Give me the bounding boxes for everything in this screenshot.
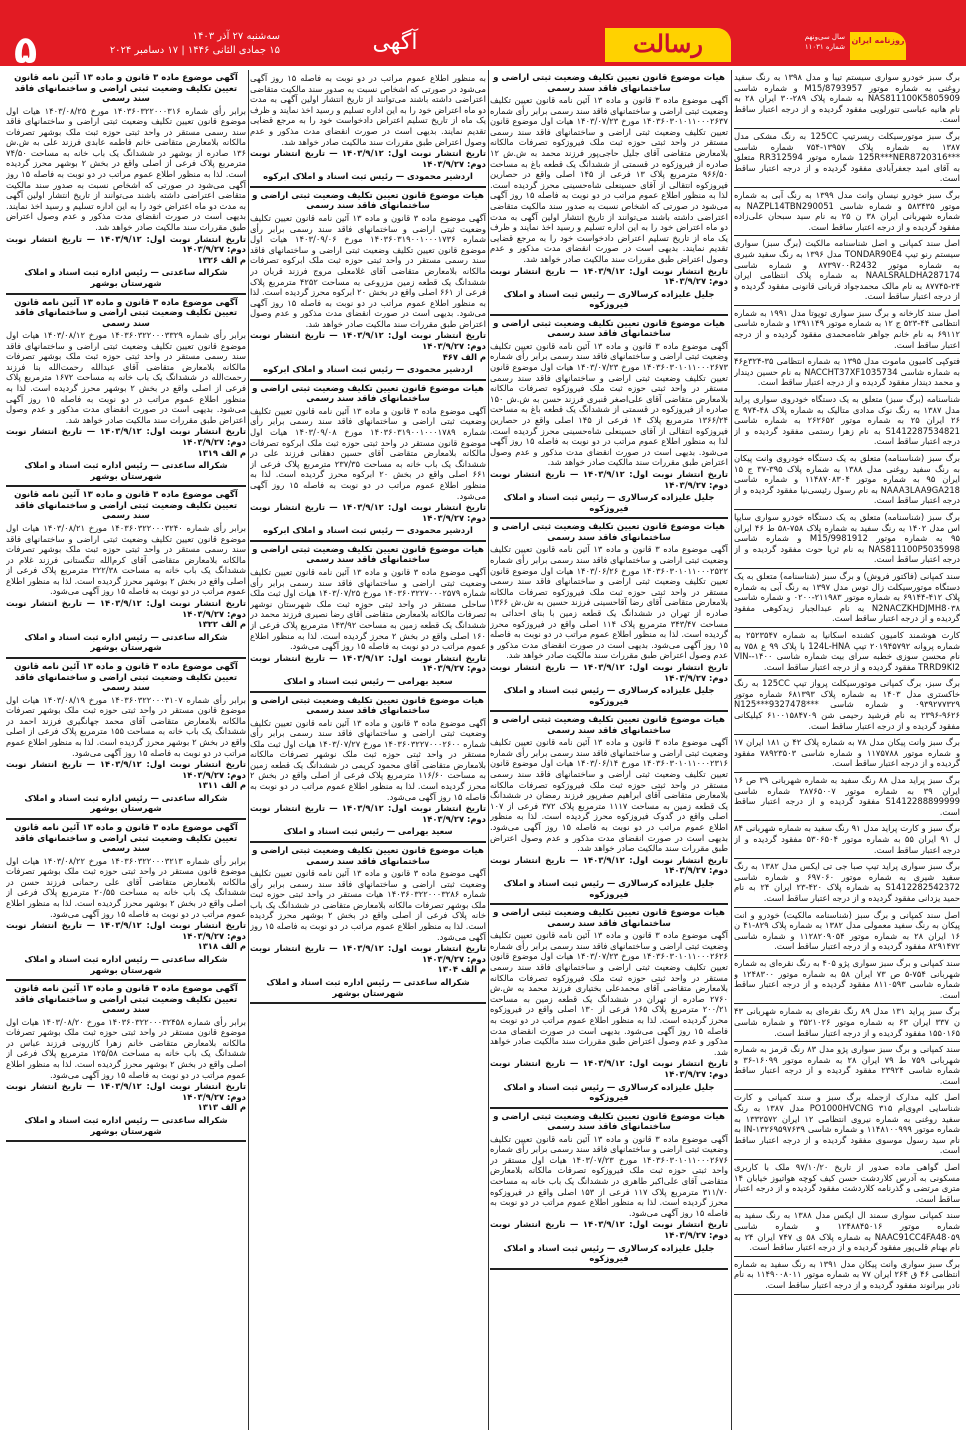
registry-ad xyxy=(250,542,486,693)
ad-signature: جلیل علیزاده کرسالاری — رئیس ثبت اسناد و املاک فیروزکوه xyxy=(503,492,715,513)
ad-publish-dates: تاریخ انتشار نوبت اول: ۱۴۰۳/۹/۱۲ — تاریخ انتشار نوبت دوم: ۱۴۰۳/۹/۲۷ xyxy=(6,920,246,941)
column-ads-bushehr xyxy=(6,70,246,1430)
lost-document-notice: سند کمپانی سواری سمند ال ایکس مدل ۱۳۸۸ به رنگ سفید به شماره موتور ۱۲۴۸۸۴۵۰۱۶ و شماره شاسی NAAC91CC4FA48۰۵۹ به شماره پلاک ۵۸ ی ۷۴۷ ایران ۲۴ به نام بهنام قلی‌پور مفقود گردیده و از درجه اعتبار ساقط است. xyxy=(734,1208,960,1256)
ad-signature: شکراله ساعدتی — رئیس اداره ثبت اسناد و املاک شهرستان بوشهر xyxy=(24,267,228,288)
issue-line: شماره ۱۱۰۳۱ xyxy=(804,43,845,51)
registry-ad xyxy=(6,981,246,1142)
ad-title: هیات موضوع قانون تعیین تکلیف وضعیت ثبتی اراضی و ساختمانهای فاقد سند رسمی xyxy=(493,1111,725,1133)
ad-body: به منظور اطلاع عموم مراتب در دو نوبت به فاصله ۱۵ روز آگهی می‌شود در صورتی که اشخاص نسبت به صدور سند مالکیت متقاضی اعتراضی داشته باشند می‌توانند از تاریخ انتشار اولین آگهی به مدت دو ماه اعتراض خود را به این اداره تسلیم و رسید اخذ نمایند و ظرف یک ماه از تاریخ تسلیم اعتراض دادخواست خود را به مرجع قضایی تقدیم نمایند. بدیهی است در صورت انقضای مدت مذکور و عدم وصول اعتراض طبق مقررات سند مالکیت صادر خواهد شد. xyxy=(250,73,486,147)
ad-title: آگهی موضوع ماده ۳ قانون و ماده ۱۳ آئین نامه قانون تعیین تکلیف وضعیت ثبتی اراضی و ساختمانهای فاقد سند رسمی xyxy=(14,297,238,329)
brand-text: روزنامه ایران xyxy=(851,36,905,45)
column-divider xyxy=(488,70,489,1430)
lost-document-notice: اصل گواهی ماده صدور از تاریخ ۹۷/۱۰/۲۰ ملک با کاربری مسکونی به آدرس کلاردشت حسن کیف کوچه هواتیوز خیابان ۱۴ متری مرتضی و گذرنامه کلاردشت مفقود گردیده و از درجه اعتبار ساقط است. xyxy=(734,1160,960,1208)
ad-body: آگهی موضوع ماده ۳ قانون و ماده ۱۳ آئین نامه قانون تعیین تکلیف وضعیت ثبتی اراضی و ساختمانهای فاقد سند رسمی برابر رأی شماره ۱۴۰۳۶۰۳۰۱۰۱۱۰۰۰۲۳۱۶ مورخ ۱۴۰۳/۰۶/۱۴ هیات اول موضوع قانون تعیین تکلیف وضعیت ثبتی اراضی و ساختمانهای فاقد سند رسمی مستقر در واحد ثبتی حوزه ثبت ملک فیروزکوه تصرفات مالکانه بلامعارض متقاضی آقای ابراهیم صفرپور فرزند رمضان در ششدانگ یک قطعه زمین به مساحت ۱۱۱۷ مترمربع پلاک ۳۷۲ فرعی از ۱۰۷ اصلی واقع در گدوک فیروزکوه محرز گردیده است. لذا به منظور اطلاع عموم مراتب در دو نوبت به فاصله ۱۵ روز آگهی می‌شود. بدیهی است در صورت انقضای مدت مذکور و عدم وصول اعتراض طبق مقررات سند مالکیت صادر خواهد شد. xyxy=(490,737,728,854)
ad-reference: م الف ۱۳۲۲ xyxy=(197,619,246,630)
ad-body: آگهی موضوع ماده ۳ قانون و ماده ۱۳ آئین نامه قانون تعیین تکلیف وضعیت ثبتی اراضی و ساختمانهای فاقد سند رسمی برابر رأی شماره ۱۴۰۳۶۰۳۰۱۰۱۱۰۰۰۲۶۷۳ مورخ ۱۴۰۳/۰۷/۲۳ هیات اول موضوع قانون تعیین تکلیف وضعیت ثبتی اراضی و ساختمانهای فاقد سند رسمی مستقر در واحد ثبتی حوزه ثبت ملک فیروزکوه تصرفات مالکانه بلامعارض متقاضی آقای علی‌اصغر قنبری فرزند حسن به ش.ش ۱۵۰ صادره از فیروزکوه در قسمتی از ششدانگ یک قطعه باغ به مساحت ۱۳۶۶/۲۴ مترمربع پلاک ۱۴ فرعی از ۱۴۵ اصلی واقع در حصارین فیروزکوه انتقالی از آقای حسینعلی شاه‌حسینی محرز گردیده است. لذا به منظور اطلاع عموم مراتب در دو نوبت به فاصله ۱۵ روز آگهی می‌شود. بدیهی است در صورت انقضای مدت مذکور و عدم وصول اعتراض طبق مقررات سند مالکیت صادر خواهد شد. xyxy=(490,340,728,468)
ad-publish-dates: تاریخ انتشار نوبت اول: ۱۴۰۳/۹/۱۲ — تاریخ انتشار نوبت دوم: ۱۴۰۳/۹/۲۷ xyxy=(250,803,486,824)
ad-title: هیات موضوع قانون تعیین تکلیف وضعیت ثبتی اراضی و ساختمانهای فاقد سند رسمی xyxy=(252,846,484,867)
lost-document-notice: برگ سبز سواری وانت پیکان مدل ۱۳۹۱ به رنگ سفید به شماره انتظامی ۴۶ ق ۲۶۴ ایران ۷۷ به شماره موتور ۱۱۴۹۰۰۸۰۱۱ به نام نادر بیرانوند مفقود گردیده و از درجه اعتبار ساقط است. xyxy=(734,1257,960,1295)
ad-title: هیات موضوع قانون تعیین تکلیف وضعیت ثبتی اراضی و ساختمانهای فاقد سند رسمی xyxy=(252,383,484,405)
page-header xyxy=(0,0,966,72)
ad-title: آگهی موضوع ماده ۳ قانون و ماده ۱۳ آئین نامه قانون تعیین تکلیف وضعیت ثبتی اراضی و ساختمانهای فاقد سند رسمی xyxy=(14,662,238,694)
date-persian: سه‌شنبه ۲۷ آذر ۱۴۰۳ xyxy=(192,31,280,42)
ad-title: آگهی موضوع ماده ۳ قانون و ماده ۱۳ آئین نامه قانون تعیین تکلیف وضعیت ثبتی اراضی و ساختمانهای فاقد سند رسمی xyxy=(14,73,238,104)
newspaper-logo: رسالت xyxy=(633,29,703,58)
ad-title: هیات موضوع قانون تعیین تکلیف وضعیت ثبتی اراضی و ساختمانهای فاقد سند رسمی xyxy=(252,190,484,212)
column-divider xyxy=(731,70,732,1430)
ad-title: هیات موضوع قانون تعیین تکلیف وضعیت ثبتی اراضی و ساختمانهای فاقد سند رسمی xyxy=(493,318,725,340)
ad-signature: جلیل علیزاده کرسالاری — رئیس ثبت اسناد و املاک فیروزکوه xyxy=(503,1081,715,1103)
ad-signature: اردشیر محمودی — رئیس ثبت اسناد و املاک ابرکوه xyxy=(263,171,473,182)
ad-reference: م الف ۴۶۷ xyxy=(442,351,486,362)
registry-ad xyxy=(490,70,728,316)
registry-ad xyxy=(6,295,246,488)
ad-reference: م الف ۱۳۱۹ xyxy=(197,447,246,458)
ad-body: آگهی موضوع ماده ۳ قانون و ماده ۱۳ آئین نامه قانون تعیین تکلیف وضعیت ثبتی اراضی و ساختمانهای فاقد سند رسمی برابر رأی شماره ۱۴۰۳۶۰۳۱۹۰۰۱۰۰۰۱۷۸۹ مورخ ۱۴۰۳/۰۹/۰۸ هیات اول موضوع قانون مستقر در واحد ثبتی حوزه ثبت ملک ابرکوه تصرفات مالکانه بلامعارض متقاضی آقای حسین دهقانی فرزند علی در ششدانگ یک باب خانه به مساحت ۲۳۷/۳۵ مترمربع پلاک فرعی از ۶۶۱ اصلی واقع در بخش ۲۰ ابرکوه محرز گردیده است. لذا به منظور اطلاع عموم مراتب در دو نوبت به فاصله ۱۵ روز آگهی می‌شود. xyxy=(250,405,486,501)
ad-body: آگهی موضوع ماده ۳ قانون و ماده ۱۳ آئین نامه قانون تعیین تکلیف وضعیت ثبتی اراضی و ساختمانهای فاقد سند رسمی برابر رأی شماره ۱۴۰۳۶۰۳۲۲۷۰۰۰۲۶۰۰ مورخ ۱۴۰۳/۰۷/۲۷ هیات اول ثبت ملک مستقر در واحد ثبتی حوزه ثبت ملک نوشهر تصرفات مالکانه بلامعارض متقاضی آقای محمود کریمی در ششدانگ یک قطعه زمین به مساحت ۱۱۶/۶۰ مترمربع پلاک فرعی از اصلی واقع در بخش ۲ محرز گردیده است. لذا به منظور اطلاع عموم مراتب در دو نوبت به فاصله ۱۵ روز آگهی می‌شود. xyxy=(250,717,486,802)
registry-ad xyxy=(6,659,246,820)
registry-ad xyxy=(6,820,246,981)
ad-body: برابر رأی شماره ۱۴۰۳۶۰۳۲۲۰۰۰۳۱۶ مورخ ۱۴۰۳/۰۸/۲۵ هیات اول موضوع قانون تعیین تکلیف وضعیت ثبتی اراضی و ساختمانهای فاقد سند رسمی مستقر در واحد ثبتی حوزه ثبت ملک بوشهر تصرفات مالکانه بلامعارض متقاضی خانم فاطمه عابدی فرزند علی به ش.ش ۱۳۶ صادره از بوشهر در ششدانگ یک باب خانه به مساحت ۷۴/۵۰ مترمربع پلاک فرعی از اصلی واقع در بخش ۲ بوشهر محرز گردیده است. لذا به منظور اطلاع عموم مراتب در دو نوبت به فاصله ۱۵ روز آگهی می‌شود در صورتی که اشخاص نسبت به صدور سند مالکیت متقاضی اعتراضی داشته باشند می‌توانند از تاریخ انتشار اولین آگهی به مدت دو ماه اعتراض خود را به این اداره تسلیم و رسید اخذ نمایند. بدیهی است در صورت انقضای مدت مذکور و عدم وصول اعتراض طبق مقررات سند مالکیت صادر خواهد شد. xyxy=(6,105,246,233)
ad-body: آگهی موضوع ماده ۳ قانون و ماده ۱۳ آئین نامه قانون تعیین تکلیف وضعیت ثبتی اراضی و ساختمانهای فاقد سند رسمی برابر رأی شماره ۱۴۰۳۶۰۳۱۹۰۰۱۰۰۰۱۷۳۶ مورخ ۱۴۰۳/۰۹/۰۶ هیات اول موضوع قانون تعیین تکلیف وضعیت ثبتی اراضی و ساختمانهای فاقد سند رسمی مستقر در واحد ثبتی حوزه ثبت ملک ابرکوه تصرفات مالکانه بلامعارض متقاضی آقای غلامعلی مروج فرزند قربان در ششدانگ یک قطعه زمین مزروعی به مساحت ۴۲۵۲ مترمربع پلاک فرعی از ۶۶۱ اصلی واقع در بخش ۲۰ ابرکوه محرز گردیده است. لذا به منظور اطلاع عموم مراتب در دو نوبت به فاصله ۱۵ روز آگهی می‌شود. بدیهی است در صورت انقضای مدت مذکور و عدم وصول اعتراض طبق مقررات سند مالکیت صادر خواهد شد. xyxy=(250,212,486,329)
ad-body: آگهی موضوع ماده ۳ قانون و ماده ۱۳ آئین نامه قانون تعیین تکلیف وضعیت ثبتی اراضی و ساختمانهای فاقد سند رسمی برابر رأی شماره ۱۴۰۳۶۰۳۰۱۰۱۱۰۰۰۲۶۲۶ مورخ ۱۴۰۳/۰۷/۲۳ هیات اول موضوع قانون تعیین تکلیف وضعیت ثبتی اراضی و ساختمانهای فاقد سند رسمی مستقر در واحد ثبتی حوزه ثبت ملک فیروزکوه تصرفات مالکانه بلامعارض متقاضی آقای محمدعلی بختیاری فرزند محمد به ش.ش ۲۷۶۰ صادره از تهران در ششدانگ یک قطعه زمین به مساحت ۲۰۰/۲۱ مترمربع پلاک ۱۶۵ فرعی از ۱۳۰ اصلی واقع در فیروزکوه محرز گردیده است. لذا به منظور اطلاع عموم مراتب در دو نوبت به فاصله ۱۵ روز آگهی می‌شود. بدیهی است در صورت انقضای مدت مذکور و عدم وصول اعتراض طبق مقررات سند مالکیت صادر خواهد شد. xyxy=(490,930,728,1057)
ad-signature: جلیل علیزاده کرسالاری — رئیس ثبت اسناد و املاک فیروزکوه xyxy=(503,685,715,706)
lost-document-notice: اصل سند کارخانه و برگ سبز سواری تویوتا مدل ۱۹۹۱ به شماره انتظامی ۴۴-۵۲۳ ج ۱۲ به شماره موتور ۱۳۹۱۱۴۹ و شماره شاسی ۶۹۱۱۲ به نام خانم جواهر شاه‌محمدی مفقود گردیده و از درجه اعتبار ساقط است. xyxy=(734,306,960,354)
ad-publish-dates: تاریخ انتشار نوبت اول: ۱۴۰۳/۹/۱۲ — تاریخ انتشار نوبت دوم: ۱۴۰۳/۹/۲۷ xyxy=(490,265,728,287)
registry-ad xyxy=(250,693,486,844)
ad-signature: جلیل علیزاده کرسالاری — رئیس ثبت اسناد و املاک فیروزکوه xyxy=(503,288,715,310)
lost-document-notice: برگ سبز پراید مدل ۸۸ رنگ سفید به شماره شهربانی ۳۹ ص ۱۶ ایران ۳۹ به شماره موتور ۲۸۷۶۵۰۰۷ شماره شاسی S1412288899999 مفقود گردیده و از درجه اعتبار ساقط است. xyxy=(734,773,960,821)
registry-ad xyxy=(250,381,486,542)
ad-signature: جلیل علیزاده کرسالاری — رئیس ثبت اسناد و املاک فیروزکوه xyxy=(503,1242,715,1264)
lost-document-notice: برگ سبز و کارت پراید مدل ۹۱ رنگ سفید به شماره شهربانی ۸۴ ل ۹۱ ایران ۵۵ به شماره موتور ۵۳۰۶۵۰۴ مفقود گردیده و از درجه اعتبار ساقط است. xyxy=(734,821,960,859)
lost-document-notice: اصل کلیه مدارک ازجمله برگ سبز و سند کمپانی و کارت شناسایی ام‌وی‌ام ۳۱۵ PO1000HVCNG مدل ۱۳۸۷ به رنگ سفید روغنی به شماره نیروی انتظامی ۱۲ ایران ۱۳۳۲۵۷۲ به شماره موتور ۱۱۴۸۱۰۰۹۹۹ و شماره شاسی IN-۱۳۲۶۹۵۹۷۶۳۹ به نام سید رسول موسوی مفقود گردیده و از درجه اعتبار ساقط است. xyxy=(734,1090,960,1160)
ad-reference: م الف ۱۳۲۶ xyxy=(197,254,246,265)
ad-reference: م الف ۱۳۱۱ xyxy=(197,780,246,791)
ad-publish-dates: تاریخ انتشار نوبت اول: ۱۴۰۳/۹/۱۲ — تاریخ انتشار نوبت دوم: ۱۴۰۳/۹/۲۷ xyxy=(6,426,246,448)
lost-document-notice: برگ سبز (شناسنامه) متعلق به یک دستگاه خودرو سواری سایپا اس مدل ۱۴۰۲ به رنگ سفید به شماره پلاک ۷۵۸-۵۸ ط ۴۶ ایران ۹۵ به شماره موتور M15/9981912 و شماره شاسی NAS811100P5035998 به نام ثریا حوت مفقود گردیده و از درجه اعتبار ساقط است. xyxy=(734,510,960,569)
registry-ad xyxy=(6,70,246,295)
lost-document-notice: برگ سبز، برگ کمپانی موتورسیکلت پرواز تیپ 125CC به رنگ خاکستری مدل ۱۴۰۳ به شماره پلاک ۶۸۱۳۹۳ شماره موتور ۰۹۳۹۲۷۷۳۲۹ و شماره شاسی ***N125***9327478 ۲۳۹۶-۹۶۲۶ به نام فرشید رحیمی شن ۶۱۰۰۱۵۸۴۷۰۹ کیلیکانی مفقود گردیده و از درجه اعتبار ساقط است. xyxy=(734,676,960,735)
ad-signature: سعید بهرامی — رئیس ثبت اسناد و املاک xyxy=(283,675,453,686)
lost-document-notice: اصل سند کمپانی و اصل شناسنامه مالکیت (برگ سبز) سواری سیستم رنو تیپ TONDAR90E4 مدل ۱۳۹۶ به رنگ سفید شیری به شماره موتور ۸۷۳۹۷۰۰R2432 و شماره شاسی NAALSRALDHA287174 به شماره پلاک انتظامی ایران ۲۴-۸۷۷۴۵ به نام مالک محمدجواد قربانی قانونی مفقود گردیده و از درجه اعتبار ساقط است. xyxy=(734,236,960,306)
registry-ad xyxy=(6,487,246,659)
column-ads-abarkuh xyxy=(250,70,486,1430)
ad-publish-dates: تاریخ انتشار نوبت اول: ۱۴۰۳/۹/۱۲ — تاریخ انتشار نوبت دوم: ۱۴۰۳/۹/۲۷ xyxy=(490,854,728,876)
ad-signature: اردشیر محمودی — رئیس ثبت اسناد و املاک ابرکوه xyxy=(263,364,473,375)
ad-publish-dates: تاریخ انتشار نوبت اول: ۱۴۰۳/۹/۱۲ — تاریخ انتشار نوبت دوم: ۱۴۰۳/۹/۲۷ xyxy=(6,233,246,255)
registry-ad xyxy=(490,519,728,712)
ad-body: آگهی موضوع ماده ۳ قانون و ماده ۱۳ آئین نامه قانون تعیین تکلیف وضعیت ثبتی اراضی و ساختمانهای فاقد سند رسمی برابر رأی شماره ۱۴۰۳۶۰۳۰۱۰۱۱۰۰۰۲۶۷۶ مورخ ۱۴۰۳/۰۷/۲۳ هیات اول مستقر در واحد ثبتی حوزه ثبت ملک فیروزکوه تصرفات مالکانه بلامعارض متقاضی آقای علی‌اکبر طاهری در ششدانگ یک باب خانه به مساحت ۳۱۱/۷۰ مترمربع پلاک ۱۱۷ فرعی از ۱۵۳ اصلی واقع در فیروزکوه محرز گردیده است. لذا به منظور اطلاع عموم مراتب در دو نوبت به فاصله ۱۵ روز آگهی می‌شود. xyxy=(490,1133,728,1218)
ad-reference: م الف ۱۳۱۳ xyxy=(197,1102,246,1113)
registry-ad xyxy=(490,1109,728,1270)
ad-publish-dates: تاریخ انتشار نوبت اول: ۱۴۰۳/۹/۱۲ — تاریخ انتشار نوبت دوم: ۱۴۰۳/۹/۲۷ xyxy=(250,943,486,964)
ad-title: آگهی موضوع ماده ۳ قانون و ماده ۱۳ آئین نامه قانون تعیین تکلیف وضعیت ثبتی اراضی و ساختمانهای فاقد سند رسمی xyxy=(14,490,238,522)
ad-signature: شکراله ساعدتی — رئیس اداره ثبت اسناد و املاک شهرستان بوشهر xyxy=(24,953,228,975)
ad-signature: شکراله ساعدتی — رئیس اداره ثبت اسناد و املاک شهرستان بوشهر xyxy=(24,460,228,481)
lost-document-notice: برگ سبز سواری پراید تیپ صبا جی تی ایکس مدل ۱۳۸۲ به رنگ سفید شیری به شماره موتور ۶۹۷۰۶۰ و شماره شاسی S1412282542372 به شماره پلاک ۴۲۰-۲۳ ایران ۲۴ به نام حمید یزدانی مفقود گردیده و از درجه اعتبار ساقط است. xyxy=(734,859,960,907)
ad-publish-dates: تاریخ انتشار نوبت اول: ۱۴۰۳/۹/۱۲ — تاریخ انتشار نوبت دوم: ۱۴۰۳/۹/۲۷ xyxy=(250,652,486,674)
lost-document-notice: فتوکپی کامیون ماموت مدل ۱۳۹۵ به شماره انتظامی ۳۵-۳۲۴ع۴۶ به شماره شاسی NACCHT37XF1035734 به نام حسین دیندار و محمد دیندار مفقود گردیده و از درجه اعتبار ساقط است. xyxy=(734,354,960,392)
ad-publish-dates: تاریخ انتشار نوبت اول: ۱۴۰۳/۹/۱۲ — تاریخ انتشار نوبت دوم: ۱۴۰۳/۹/۲۷ xyxy=(6,759,246,780)
ad-body: برابر رأی شماره ۱۴۰۳۶۰۳۲۲۰۰۰۳۳۲۹ مورخ ۱۴۰۳/۰۸/۱۲ هیات اول موضوع قانون تعیین تکلیف وضعیت ثبتی اراضی و ساختمانهای فاقد سند رسمی مستقر در واحد ثبتی حوزه ثبت ملک بوشهر تصرفات مالکانه بلامعارض متقاضی آقای عبدالله رحمت‌الله بنا فرزند رحمت‌الله در ششدانگ یک باب خانه به مساحت ۱۶۷۲ مترمربع پلاک فرعی از اصلی واقع در بخش ۲ بوشهر محرز گردیده است. لذا به منظور اطلاع عموم مراتب در دو نوبت به فاصله ۱۵ روز آگهی می‌شود. بدیهی است در صورت انقضای مدت مذکور و عدم وصول اعتراض طبق مقررات سند مالکیت صادر خواهد شد. xyxy=(6,330,246,425)
ad-signature: اردشیر محمودی — رئیس ثبت اسناد و املاک ابرکوه xyxy=(263,525,473,536)
ad-title: هیات موضوع قانون تعیین تکلیف وضعیت ثبتی اراضی و ساختمانهای فاقد سند رسمی xyxy=(252,695,484,716)
registry-ad xyxy=(490,316,728,520)
ad-body: آگهی موضوع ماده ۳ قانون و ماده ۱۳ آئین نامه قانون تعیین تکلیف وضعیت ثبتی اراضی و ساختمانهای فاقد سند رسمی برابر رأی شماره ۱۴۰۳۶۰۳۲۲۰۰۰۳۲۸۶ هیات مستقر در واحد ثبتی حوزه ثبت ملک بوشهر تصرفات مالکانه بلامعارض متقاضی در ششدانگ یک باب خانه پلاک فرعی از اصلی واقع در بخش ۲ بوشهر محرز گردیده است. لذا به منظور اطلاع عموم مراتب در دو نوبت به فاصله ۱۵ روز آگهی می‌شود. xyxy=(250,868,486,942)
ad-title: هیات موضوع قانون تعیین تکلیف وضعیت ثبتی اراضی و ساختمانهای فاقد سند رسمی xyxy=(493,522,725,543)
ad-signature: شکراله ساعدتی — رئیس اداره ثبت اسناد و املاک شهرستان بوشهر xyxy=(24,792,228,814)
ad-body: آگهی موضوع ماده ۳ قانون و ماده ۱۳ آئین نامه قانون تعیین تکلیف وضعیت ثبتی اراضی و ساختمانهای فاقد سند رسمی برابر رأی شماره ۱۴۰۳۶۰۳۲۲۷۰۰۰۲۵۷۹ مورخ ۱۴۰۳/۰۷/۲۵ هیات اول ثبت ملک ساحلی مستقر در واحد ثبتی حوزه ثبت ملک شهرستان نوشهر تصرفات مالکانه بلامعارض متقاضی آقای رضا نصیری فرزند محمد در ششدانگ یک قطعه زمین به مساحت ۱۴۳/۹۲ مترمربع پلاک فرعی از ۱۶۰ اصلی واقع در بخش ۲ محرز گردیده است. لذا به منظور اطلاع عموم مراتب در دو نوبت به فاصله ۱۵ روز آگهی می‌شود. xyxy=(250,566,486,652)
brand-badge xyxy=(850,32,906,60)
ad-publish-dates: تاریخ انتشار نوبت اول: ۱۴۰۳/۹/۱۲ — تاریخ انتشار نوبت دوم: ۱۴۰۳/۹/۲۷ xyxy=(490,661,728,683)
lost-document-notice: برگ سبز خودرو نیسان وانت مدل ۱۳۹۹ به رنگ آبی به شماره موتور ۵۸۳۴۳۵ و شماره شاسی NAZPL14TBN290051 به شماره شهربانی ایران ۳۸ ن ۲۵ به نام سید سبحان علی‌زاده مفقود گردیده و از درجه اعتبار ساقط است. xyxy=(734,188,960,236)
ad-title: هیات موضوع قانون تعیین تکلیف وضعیت ثبتی اراضی و ساختمانهای فاقد سند رسمی xyxy=(493,715,725,736)
lost-document-notice: شناسنامه (برگ سبز) متعلق به یک دستگاه خودروی سواری پراید مدل ۱۳۸۷ به رنگ نوک مدادی متالیک به شماره پلاک ۴۸-۹۷۴ ج ۲۶ ایران ۲۵ به شماره موتور ۲۶۲۶۵۲ به شماره شاسی S1412287534821 به نام زهرا رستمی مفقود گردیده و از درجه اعتبار ساقط است. xyxy=(734,392,960,451)
ad-title: هیات موضوع قانون تعیین تکلیف وضعیت ثبتی اراضی و ساختمانهای فاقد سند رسمی xyxy=(493,908,725,929)
ad-title: هیات موضوع قانون تعیین تکلیف وضعیت ثبتی اراضی و ساختمانهای فاقد سند رسمی xyxy=(493,73,725,94)
registry-ad xyxy=(250,70,486,188)
lost-document-notice: برگ سبز خودرو سواری سیستم تیبا و مدل ۱۳۹۸ به رنگ سفید روغنی به شماره موتور M15/8793957 و شماره شاسی NAS811100K5805909 به شماره پلاک ۲۸۹-۳۰ ایران ۲۸ به نام هانیه عباسی تنورلویی مفقود گردیده و از درجه اعتبار ساقط است. xyxy=(734,70,960,129)
ad-title: آگهی موضوع ماده ۳ قانون و ماده ۱۳ آئین نامه قانون تعیین تکلیف وضعیت ثبتی اراضی و ساختمانهای فاقد سند رسمی xyxy=(14,984,238,1016)
ad-publish-dates: تاریخ انتشار نوبت اول: ۱۴۰۳/۹/۱۲ — تاریخ انتشار نوبت دوم: ۱۴۰۳/۹/۲۷ xyxy=(250,330,486,352)
lost-document-notice: برگ سبز موتورسیکلت ریسرتیپ 125CC به رنگ مشکی مدل ۱۳۸۷ به شماره پلاک ۱۳۹۵۷-۷۵۴ شماره شاسی ***125R***NER8720316 شماره موتور RR312594 متعلق به آقای امید جعفرآبادی مفقود گردیده و از درجه اعتبار ساقط است. xyxy=(734,129,960,188)
ad-publish-dates: تاریخ انتشار نوبت اول: ۱۴۰۳/۹/۱۲ — تاریخ انتشار نوبت دوم: ۱۴۰۳/۹/۲۷ xyxy=(250,148,486,169)
page-number: ۵ xyxy=(14,28,38,72)
issue-info xyxy=(785,32,845,52)
ad-publish-dates: تاریخ انتشار نوبت اول: ۱۴۰۳/۹/۱۲ — تاریخ انتشار نوبت دوم: ۱۴۰۳/۹/۲۷ xyxy=(6,598,246,619)
registry-ad xyxy=(490,712,728,905)
ad-title: آگهی موضوع ماده ۳ قانون و ماده ۱۳ آئین نامه قانون تعیین تکلیف وضعیت ثبتی اراضی و ساختمانهای فاقد سند رسمی xyxy=(14,823,238,855)
ad-body: برابر رأی شماره ۱۴۰۳۶۰۳۲۲۰۰۰۳۲۱۳ مورخ ۱۴۰۳/۰۸/۲۲ هیات اول موضوع قانون مستقر در واحد ثبتی حوزه ثبت ملک بوشهر تصرفات مالکانه بلامعارض متقاضی آقای علی رحمانی فرزند حسن در ششدانگ یک باب خانه به مساحت ۲۰/۵۵ مترمربع پلاک فرعی از اصلی واقع در بخش ۲ بوشهر محرز گردیده است. لذا به منظور اطلاع عموم مراتب در دو نوبت به فاصله ۱۵ روز آگهی می‌شود. xyxy=(6,855,246,919)
ad-publish-dates: تاریخ انتشار نوبت اول: ۱۴۰۳/۹/۱۲ — تاریخ انتشار نوبت دوم: ۱۴۰۳/۹/۲۷ xyxy=(6,1081,246,1102)
section-title: آگهی xyxy=(372,30,418,55)
ad-signature: شکراله ساعدتی — رئیس اداره ثبت اسناد و املاک شهرستان بوشهر xyxy=(266,976,470,998)
year-line: سال سی‌ونهم xyxy=(804,33,845,41)
ad-signature: شکراله ساعدتی — رئیس اداره ثبت اسناد و املاک شهرستان بوشهر xyxy=(24,1114,228,1136)
lost-document-notice: اصل سند کمپانی و برگ سبز (شناسنامه مالکیت) خودرو و انت پیکان به رنگ سفید معمولی مدل ۱۳۸۲ به شماره پلاک ۸۲۹-۴۱ ن ۱۶ ایران ۲۸ به شماره موتور ۱۱۲۸۲۰۹۰۵۴ و شماره شاسی ۸۲۹۱۴۷۲ مفقود گردیده و از درجه اعتبار ساقط است. xyxy=(734,908,960,956)
registry-ad xyxy=(490,905,728,1109)
lost-document-notice: برگ سبز (شناسنامه) متعلق به یک دستگاه خودروی وانت پیکان به رنگ سفید روغنی مدل ۱۳۸۸ به شماره پلاک ۳۹۵-۳۷ ج ۱۵ ایران ۹۵ به شماره موتور ۱۱۴۸۷۰۸۳۰۴ و شماره شاسی NAAA3LAA9GA218 به نام رسول رئیسی‌نیا مفقود گردیده و از درجه اعتبار ساقط است. xyxy=(734,451,960,510)
registry-ad xyxy=(250,188,486,381)
ad-body: برابر رأی شماره ۱۴۰۳۶۰۳۲۲۰۰۰۳۱۰۷ مورخ ۱۴۰۳/۰۸/۱۹ هیات اول موضوع قانون مستقر در واحد ثبتی حوزه ثبت ملک بوشهر تصرفات مالکانه بلامعارض متقاضی آقای محمد جهانگیری فرزند احمد در ششدانگ یک باب خانه به مساحت ۱۵۵ مترمربع پلاک فرعی از اصلی واقع در بخش ۲ بوشهر محرز گردیده است. لذا به منظور اطلاع عموم مراتب در دو نوبت به فاصله ۱۵ روز آگهی می‌شود. xyxy=(6,694,246,758)
ad-body: آگهی موضوع ماده ۳ قانون و ماده ۱۳ آئین نامه قانون تعیین تکلیف وضعیت ثبتی اراضی و ساختمانهای فاقد سند رسمی برابر رأی شماره ۱۴۰۳۶۰۳۰۱۰۱۱۰۰۰۲۵۲۲ مورخ ۱۴۰۳/۰۶/۲۶ هیات اول موضوع قانون تعیین تکلیف وضعیت ثبتی اراضی و ساختمانهای فاقد سند رسمی مستقر در واحد ثبتی حوزه ثبت ملک فیروزکوه تصرفات مالکانه بلامعارض متقاضی آقای رضا آقاحسینی فرزند حسین به ش.ش ۱۳۶۶ صادره از تهران در ششدانگ یک قطعه زمین با بنای احداثی به مساحت ۳۴۳/۴۷ مترمربع پلاک ۱۱۴ اصلی واقع در فیروزکوه محرز گردیده است. لذا به منظور اطلاع عموم مراتب در دو نوبت به فاصله ۱۵ روز آگهی می‌شود. بدیهی است در صورت انقضای مدت مذکور و عدم وصول اعتراض طبق مقررات سند مالکیت صادر خواهد شد. xyxy=(490,544,728,661)
ad-publish-dates: تاریخ انتشار نوبت اول: ۱۴۰۳/۹/۱۲ — تاریخ انتشار نوبت دوم: ۱۴۰۳/۹/۲۷ xyxy=(490,1219,728,1241)
lost-document-notice: کارت هوشمند کامیون کشنده اسکانیا به شماره ۲۵۲۳۵۴۷ به شماره پروانه ۲۰۱۹۴۵۷۹۲ تیپ 124L-HNA با پلاک ۹۹ ع ۷۵۸ به نام محسن سوزی خطبه سرای بیت شماره شاسی ۱۴۰۰-VIN-TRRD9KI2 مفقود گردیده و از درجه اعتبار ساقط است. xyxy=(734,628,960,676)
date-hijri-gregorian: ۱۵ جمادی الثانی ۱۴۴۶ | ۱۷ دسامبر ۲۰۲۴ xyxy=(109,45,280,56)
ad-body: برابر رأی شماره ۱۴۰۳۶۰۳۲۲۰۰۰۳۲۴۵۸ مورخ ۱۴۰۳/۰۸/۲۰ هیات اول موضوع قانون مستقر در واحد ثبتی حوزه ثبت ملک بوشهر تصرفات مالکانه بلامعارض متقاضی خانم زهرا کازرونی فرزند عباس در ششدانگ یک باب خانه به مساحت ۱۲۵/۵۸ مترمربع پلاک فرعی از اصلی واقع در بخش ۲ بوشهر محرز گردیده است. لذا به منظور اطلاع عموم مراتب در دو نوبت به فاصله ۱۵ روز آگهی می‌شود. xyxy=(6,1016,246,1080)
lost-document-notice: سند کمپانی و برگ سبز سواری پژو ۴۰۵ به رنگ نقره‌ای به شماره شهربانی ۷۵۴-۵ ص ۷۳ ایران ۵۸ به شماره موتور ۱۲۴۸۳۰۰ و شماره شاسی ۸۱۱۰۵۹۳ مفقود گردیده و از درجه اعتبار ساقط است. xyxy=(734,956,960,1004)
lost-document-notice: سند کمپانی و برگ سبز سواری پژو مدل ۸۳ رنگ قرمز به شماره شهربانی ۷۵۹ ط ۷۹ ایران ۲۸ به شماره موتور ۱۶۰۹۹-۳۶ و شماره شاسی ۲۳۹۲۴ مفقود گردیده و از درجه اعتبار ساقط است. xyxy=(734,1042,960,1090)
ad-body: برابر رأی شماره ۱۴۰۳۶۰۳۲۲۰۰۰۳۲۴۰ مورخ ۱۴۰۳/۰۸/۲۱ هیات اول موضوع قانون تعیین تکلیف وضعیت ثبتی اراضی و ساختمانهای فاقد سند رسمی مستقر در واحد ثبتی حوزه ثبت ملک بوشهر تصرفات مالکانه بلامعارض متقاضی آقای کرم‌الله تنگستانی فرزند غلام در ششدانگ یک باب خانه به مساحت ۲۲۲/۳۸ مترمربع پلاک فرعی از اصلی واقع در بخش ۲ بوشهر محرز گردیده است. لذا به منظور اطلاع عموم مراتب در دو نوبت به فاصله ۱۵ روز آگهی می‌شود. xyxy=(6,522,246,597)
ad-body: آگهی موضوع ماده ۳ قانون و ماده ۱۳ آئین نامه قانون تعیین تکلیف وضعیت ثبتی اراضی و ساختمانهای فاقد سند رسمی برابر رأی شماره ۱۴۰۳۶۰۳۰۱۰۱۱۰۰۰۲۶۳۷ مورخ ۱۴۰۳/۰۷/۲۳ هیات اول موضوع قانون تعیین تکلیف وضعیت ثبتی اراضی و ساختمانهای فاقد سند رسمی مستقر در واحد ثبتی حوزه ثبت ملک فیروزکوه تصرفات مالکانه بلامعارض متقاضی آقای جلیل حاجی‌پور فرزند محمد به ش.ش ۱۲ صادره از فیروزکوه در قسمتی از ششدانگ یک قطعه باغ به مساحت ۹۶۶/۵۰ مترمربع پلاک ۱۳ فرعی از ۱۴۵ اصلی واقع در حصارین فیروزکوه انتقالی از آقای حسینعلی شاه‌حسینی محرز گردیده است. لذا به منظور اطلاع عموم مراتب در دو نوبت به فاصله ۱۵ روز آگهی می‌شود در صورتی که اشخاص نسبت به صدور سند مالکیت متقاضی اعتراضی داشته باشند می‌توانند از تاریخ انتشار اولین آگهی به مدت دو ماه اعتراض خود را به این اداره تسلیم و رسید اخذ نمایند و ظرف یک ماه از تاریخ تسلیم اعتراض دادخواست خود را به مرجع قضایی تقدیم نمایند. بدیهی است در صورت انقضای مدت مذکور و عدم وصول اعتراض طبق مقررات سند مالکیت صادر خواهد شد. xyxy=(490,95,728,264)
ad-signature: شکراله ساعدتی — رئیس اداره ثبت اسناد و املاک شهرستان بوشهر xyxy=(24,631,228,653)
ad-publish-dates: تاریخ انتشار نوبت اول: ۱۴۰۳/۹/۱۲ — تاریخ انتشار نوبت دوم: ۱۴۰۳/۹/۲۷ xyxy=(250,502,486,523)
lost-document-notice: برگ سبز وانت پیکان مدل ۷۸ به شماره پلاک ۴۲ ن ۱۸۱ ایران ۱۷ و شماره موتور ۱۱۷۵۷۸۸ و شماره شاسی ۷۸۹۲۳۵۰۳ مفقود گردیده و از درجه اعتبار ساقط است. xyxy=(734,735,960,773)
column-lost-documents xyxy=(734,70,960,1430)
ad-reference: م الف ۱۳۱۸ xyxy=(197,941,246,952)
ad-reference: م الف ۱۳۰۴ xyxy=(437,964,486,975)
ad-publish-dates: تاریخ انتشار نوبت اول: ۱۴۰۳/۹/۱۲ — تاریخ انتشار نوبت دوم: ۱۴۰۳/۹/۲۷ xyxy=(490,1058,728,1079)
ad-signature: جلیل علیزاده کرسالاری — رئیس ثبت اسناد و املاک فیروزکوه xyxy=(503,878,715,899)
date-block xyxy=(70,30,280,58)
ad-publish-dates: تاریخ انتشار نوبت اول: ۱۴۰۳/۹/۱۲ — تاریخ انتشار نوبت دوم: ۱۴۰۳/۹/۲۷ xyxy=(490,469,728,490)
column-ads-firuzkuh xyxy=(490,70,728,1430)
ad-title: هیات موضوع قانون تعیین تکلیف وضعیت ثبتی اراضی و ساختمانهای فاقد سند رسمی xyxy=(252,544,484,566)
logo-box xyxy=(605,28,731,62)
registry-ad xyxy=(250,843,486,1004)
lost-document-notice: سند کمپانی (فاکتور فروش) و برگ سبز (شناسنامه) متعلق به یک دستگاه موتورسیکلت زال توس مدل ۱۳۹۷ به رنگ آبی به شماره پلاک ۴۱۲-۶۹۱۴۴ به شماره موتور ۲۱۱۹۸۳-۰۲۰۰ و شماره شاسی N2NACZKHDJMH8۰۳۸ به نام عبدالجبار زیدکوهی مفقود گردیده و از درجه اعتبار ساقط است. xyxy=(734,569,960,628)
ad-signature: سعید بهرامی — رئیس ثبت اسناد و املاک xyxy=(283,826,453,837)
lost-document-notice: برگ سبز پراید ۱۳۱ مدل ۸۹ رنگ نقره‌ای به شماره شهربانی ۴۳ ن ۳۳۷ ایران ۶۳ به شماره موتور ۳۵۲۱۰۲۶ و شماره شاسی ۱۵۵۰۱۶۵ مفقود گردیده و از درجه اعتبار ساقط است. xyxy=(734,1004,960,1042)
column-divider xyxy=(248,70,249,1430)
